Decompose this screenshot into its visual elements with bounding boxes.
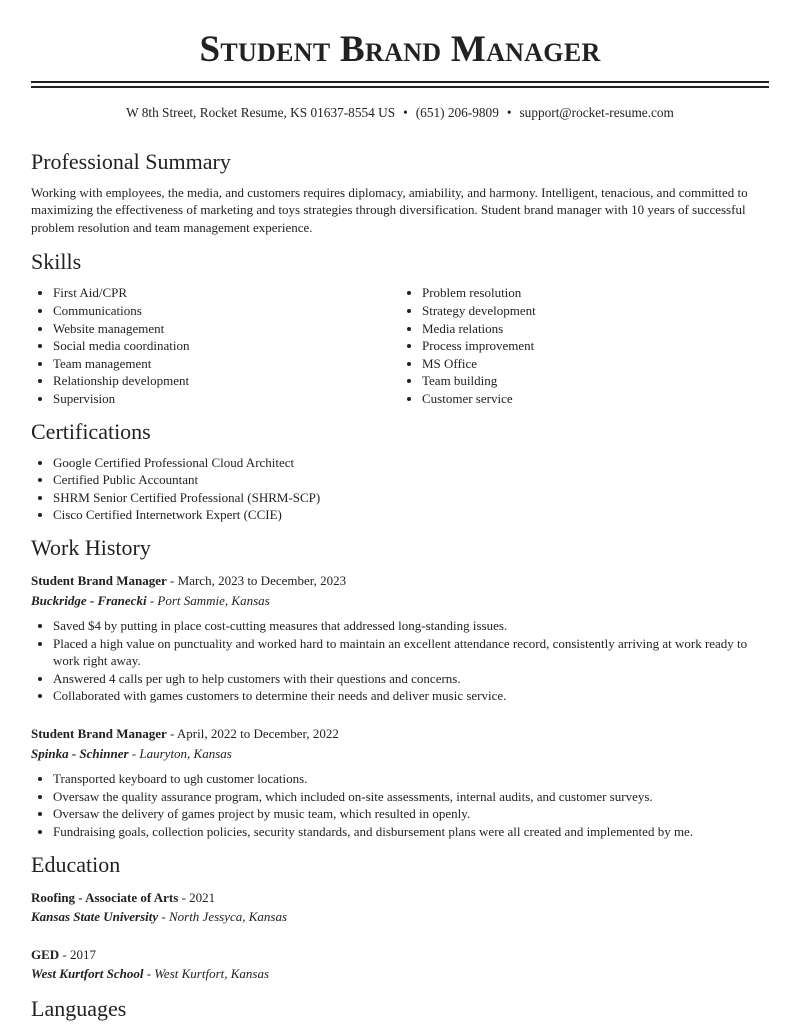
list-item: • Collaborated with games customers to determine their needs and deliver music service. (53, 687, 769, 705)
section-heading: Work History (31, 534, 151, 560)
section-heading: Certifications (31, 418, 151, 444)
degree: GED (31, 946, 60, 962)
education-entry: Roofing - Associate of Arts - 2021 Kansas State University - North Jessyca, Kansas (31, 889, 288, 925)
list-item: • Fundraising goals, collection policies, security standards, and disbursement plans were all created and implemented by me. (53, 823, 769, 841)
list-item: • Communications (53, 302, 400, 320)
resume-title: Student Brand Manager (199, 29, 601, 70)
skills-list-left (31, 284, 400, 407)
summary-text: Working with employees, the media, and customers requires diplomacy, amiability, and harmony. Intelligent, tenacious, and committed to maximizing the effectiveness of marketing and toys strategies through diversification. Student brand manager with 10 years of successful problem resolution and team management experience. (31, 184, 748, 235)
list-item: • Certified Public Accountant (53, 471, 769, 489)
list-item: • Saved $4 by putting in place cost-cutting measures that addressed long-standing issues. (53, 617, 769, 635)
contact-email: support@rocket-resume.com (519, 105, 674, 120)
school-location: West Kurtfort, Kansas (154, 966, 270, 982)
list-item: • Placed a high value on punctuality and worked hard to maintain an excellent attendance record, consistently arriving at work ready to work right away. (53, 635, 769, 670)
work-section (31, 534, 769, 841)
contact-line (31, 104, 769, 122)
skills-list-right (400, 284, 769, 407)
list-item: • Answered 4 calls per ugh to help customers with their questions and concerns. (53, 670, 769, 688)
list-item: • Social media coordination (53, 337, 400, 355)
separator: • (506, 105, 512, 120)
list-item: • Supervision (53, 390, 400, 408)
education-entry: GED - 2017 West Kurtfort School - West Kurtfort, Kansas (31, 946, 270, 982)
divider-thin (31, 81, 769, 83)
company-name: Buckridge - Franecki (31, 592, 147, 608)
summary-section (31, 148, 769, 237)
section-heading: Education (31, 851, 121, 877)
list-item: • Strategy development (422, 302, 769, 320)
list-item: • Problem resolution (422, 284, 769, 302)
school-name: Kansas State University (31, 909, 159, 925)
section-heading: Languages (31, 996, 127, 1021)
degree: Roofing - Associate of Arts (31, 889, 179, 905)
job-bullets (31, 770, 769, 840)
list-item: • Cisco Certified Internetwork Expert (CCIE) (53, 506, 769, 524)
list-item: • Media relations (422, 320, 769, 338)
list-item: • Oversaw the delivery of games project by music team, which resulted in openly. (53, 805, 769, 823)
list-item: • Oversaw the quality assurance program, which included on-site assessments, internal audits, and customer surveys. (53, 788, 769, 806)
list-item: • Customer service (422, 390, 769, 408)
edu-year: 2021 (189, 889, 216, 905)
list-item: • Relationship development (53, 372, 400, 390)
job-bullets (31, 617, 769, 705)
list-item: • Team building (422, 372, 769, 390)
contact-phone: (651) 206-9809 (415, 105, 499, 120)
edu-year: 2017 (70, 946, 97, 962)
contact-address: W 8th Street, Rocket Resume, KS 01637-8554 US (126, 105, 396, 120)
languages-section (31, 995, 769, 1023)
job-title: Student Brand Manager (31, 572, 167, 588)
job-dates: March, 2023 to December, 2023 (177, 572, 347, 588)
job-location: Port Sammie, Kansas (157, 592, 270, 608)
job-location: Lauryton, Kansas (139, 745, 232, 761)
certifications-section (31, 418, 769, 524)
list-item: • MS Office (422, 355, 769, 373)
certifications-list (31, 454, 769, 524)
skills-section (31, 248, 769, 407)
job-entry: Student Brand Manager - April, 2022 to December, 2022 Spinka - Schinner - Lauryton, Kansas • Transported keyboard to ugh customer locations. • Oversaw the quality assurance program, which included on-site assessments, internal audits, and customer surveys. • Oversaw the delivery of games project by music team, which resulted in openly. • Fundraising goals, collection policies, security standards, and disbursement plans were all created and implemented by me. (31, 725, 769, 841)
list-item: • First Aid/CPR (53, 284, 400, 302)
list-item: • SHRM Senior Certified Professional (SHRM-SCP) (53, 489, 769, 507)
list-item: • Website management (53, 320, 400, 338)
list-item: • Team management (53, 355, 400, 373)
job-title: Student Brand Manager (31, 726, 167, 742)
section-heading: Professional Summary (31, 148, 231, 174)
list-item: • Google Certified Professional Cloud Architect (53, 454, 769, 472)
school-name: West Kurtfort School (31, 966, 144, 982)
section-heading: Skills (31, 249, 82, 275)
list-item: • Process improvement (422, 337, 769, 355)
job-dates: April, 2022 to December, 2022 (176, 726, 339, 742)
company-name: Spinka - Schinner (31, 745, 129, 761)
education-section (31, 851, 769, 983)
job-entry: Student Brand Manager - March, 2023 to December, 2023 Buckridge - Franecki - Port Sammie, Kansas • Saved $4 by putting in place cost-cutting measures that addressed long-standing issues. • Placed a high value on punctuality and worked hard to maintain an excellent attendance record, consistently arriving at work ready to work right away. • Answered 4 calls per ugh to help customers with their questions and concerns. • Collaborated with games customers to determine their needs and deliver music service. (31, 572, 769, 705)
school-location: North Jessyca, Kansas (168, 909, 288, 925)
list-item: • Transported keyboard to ugh customer locations. (53, 770, 769, 788)
separator: • (403, 105, 408, 120)
divider-thick (31, 86, 769, 89)
